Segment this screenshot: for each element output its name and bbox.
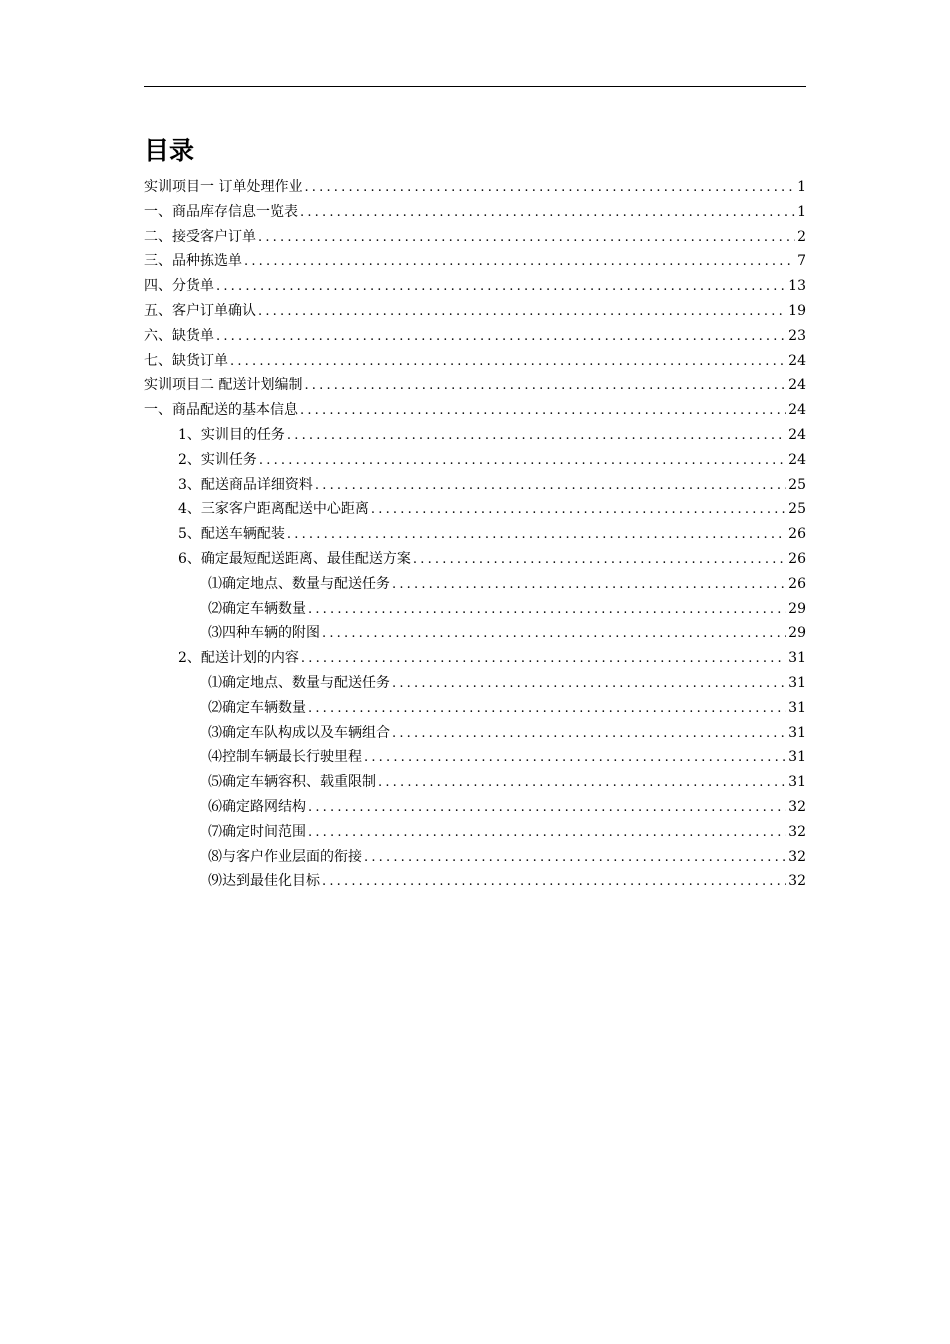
- toc-dot-leader: [304, 176, 795, 201]
- toc-dot-leader: [300, 201, 795, 226]
- toc-title: 目录: [144, 136, 195, 165]
- toc-entry-page-number: 19: [788, 302, 806, 319]
- toc-dot-leader: [378, 771, 786, 796]
- toc-entry-label: 四、分货单: [144, 278, 214, 295]
- toc-dot-leader: [322, 870, 786, 895]
- toc-entry-label: ⑻与客户作业层面的衔接: [208, 848, 362, 865]
- toc-entry[interactable]: [144, 696, 806, 721]
- toc-entry[interactable]: [144, 175, 806, 200]
- toc-entry-page-number: 13: [788, 278, 806, 295]
- toc-entry-label: 一、商品配送的基本信息: [144, 402, 298, 419]
- toc-list: [144, 175, 806, 894]
- toc-entry[interactable]: [144, 497, 806, 522]
- header-rule: [144, 86, 806, 87]
- toc-entry-label: ⑶四种车辆的附图: [208, 625, 320, 642]
- toc-entry-page-number: 25: [788, 501, 806, 518]
- toc-entry[interactable]: [144, 745, 806, 770]
- toc-dot-leader: [308, 796, 786, 821]
- toc-entry[interactable]: [144, 349, 806, 374]
- toc-entry[interactable]: [144, 249, 806, 274]
- toc-entry-label: 1、实训目的任务: [178, 426, 285, 443]
- toc-entry[interactable]: [144, 200, 806, 225]
- toc-dot-leader: [413, 548, 786, 573]
- toc-entry-label: ⑵确定车辆数量: [208, 699, 306, 716]
- toc-dot-leader: [216, 325, 786, 350]
- toc-entry-label: ⑵确定车辆数量: [208, 600, 306, 617]
- toc-entry-label: ⑶确定车队构成以及车辆组合: [208, 724, 390, 741]
- toc-entry[interactable]: [144, 646, 806, 671]
- toc-dot-leader: [364, 746, 786, 771]
- toc-entry[interactable]: [144, 423, 806, 448]
- toc-entry-label: ⑸确定车辆容积、载重限制: [208, 774, 376, 791]
- toc-entry-page-number: 1: [797, 203, 806, 220]
- toc-entry-page-number: 31: [788, 724, 806, 741]
- toc-entry-page-number: 24: [788, 426, 806, 443]
- toc-dot-leader: [287, 424, 786, 449]
- toc-entry-label: ⑴确定地点、数量与配送任务: [208, 575, 390, 592]
- toc-entry-label: ⑷控制车辆最长行驶里程: [208, 749, 362, 766]
- toc-entry[interactable]: [144, 225, 806, 250]
- toc-entry-page-number: 24: [788, 402, 806, 419]
- toc-dot-leader: [216, 275, 786, 300]
- toc-entry-label: 一、商品库存信息一览表: [144, 203, 298, 220]
- toc-dot-leader: [392, 722, 786, 747]
- toc-dot-leader: [308, 697, 786, 722]
- toc-entry-label: 六、缺货单: [144, 327, 214, 344]
- toc-entry-label: 2、实训任务: [178, 451, 257, 468]
- toc-dot-leader: [392, 573, 786, 598]
- toc-entry-page-number: 7: [797, 253, 806, 270]
- toc-entry[interactable]: [144, 869, 806, 894]
- toc-entry[interactable]: [144, 621, 806, 646]
- toc-entry[interactable]: [144, 274, 806, 299]
- toc-entry[interactable]: [144, 448, 806, 473]
- toc-entry-label: 3、配送商品详细资料: [178, 476, 313, 493]
- toc-entry[interactable]: [144, 820, 806, 845]
- toc-entry-label: 实训项目二 配送计划编制: [144, 377, 303, 394]
- toc-entry[interactable]: [144, 398, 806, 423]
- toc-dot-leader: [392, 672, 786, 697]
- toc-entry-label: 七、缺货订单: [144, 352, 228, 369]
- toc-entry-label: ⑺确定时间范围: [208, 823, 306, 840]
- toc-entry[interactable]: [144, 324, 806, 349]
- toc-entry-label: 二、接受客户订单: [144, 228, 256, 245]
- toc-dot-leader: [258, 226, 795, 251]
- toc-dot-leader: [364, 846, 786, 871]
- toc-dot-leader: [308, 598, 786, 623]
- toc-entry-label: ⑼达到最佳化目标: [208, 873, 320, 890]
- toc-dot-leader: [308, 821, 786, 846]
- toc-entry-page-number: 32: [788, 823, 806, 840]
- toc-entry-label: 2、配送计划的内容: [178, 650, 299, 667]
- toc-dot-leader: [259, 449, 786, 474]
- toc-entry-page-number: 24: [788, 352, 806, 369]
- toc-entry-page-number: 31: [788, 774, 806, 791]
- toc-dot-leader: [258, 300, 786, 325]
- toc-entry-page-number: 31: [788, 699, 806, 716]
- toc-dot-leader: [300, 399, 786, 424]
- toc-entry-page-number: 1: [797, 179, 806, 195]
- toc-entry-label: 4、三家客户距离配送中心距离: [178, 501, 369, 518]
- toc-entry[interactable]: [144, 299, 806, 324]
- toc-entry-page-number: 31: [788, 749, 806, 766]
- toc-entry-page-number: 26: [788, 575, 806, 592]
- toc-entry-label: 实训项目一 订单处理作业: [144, 179, 303, 195]
- toc-dot-leader: [304, 374, 786, 399]
- toc-entry-page-number: 32: [788, 798, 806, 815]
- toc-entry[interactable]: [144, 795, 806, 820]
- toc-dot-leader: [244, 250, 795, 275]
- toc-entry-label: ⑹确定路网结构: [208, 798, 306, 815]
- toc-entry-page-number: 29: [788, 625, 806, 642]
- toc-entry[interactable]: [144, 473, 806, 498]
- toc-entry[interactable]: [144, 671, 806, 696]
- toc-entry-page-number: 32: [788, 873, 806, 890]
- toc-entry-page-number: 32: [788, 848, 806, 865]
- toc-dot-leader: [301, 647, 786, 672]
- toc-entry-label: 三、品种拣选单: [144, 253, 242, 270]
- toc-entry[interactable]: [144, 770, 806, 795]
- toc-entry-page-number: 26: [788, 550, 806, 567]
- toc-entry-page-number: 25: [788, 476, 806, 493]
- toc-entry-page-number: 31: [788, 674, 806, 691]
- toc-entry-page-number: 29: [788, 600, 806, 617]
- toc-entry-page-number: 2: [797, 228, 806, 245]
- toc-entry-label: 6、确定最短配送距离、最佳配送方案: [178, 550, 411, 567]
- toc-entry[interactable]: [144, 597, 806, 622]
- toc-entry-label: 五、客户订单确认: [144, 302, 256, 319]
- toc-entry[interactable]: [144, 845, 806, 870]
- toc-dot-leader: [322, 622, 786, 647]
- toc-dot-leader: [230, 350, 786, 375]
- toc-entry[interactable]: [144, 373, 806, 398]
- toc-entry-page-number: 31: [788, 650, 806, 667]
- toc-entry[interactable]: [144, 721, 806, 746]
- toc-entry-label: ⑴确定地点、数量与配送任务: [208, 674, 390, 691]
- toc-entry[interactable]: [144, 547, 806, 572]
- toc-entry[interactable]: [144, 522, 806, 547]
- toc-dot-leader: [315, 474, 786, 499]
- toc-entry[interactable]: [144, 572, 806, 597]
- toc-entry-label: 5、配送车辆配装: [178, 526, 285, 543]
- toc-dot-leader: [371, 498, 786, 523]
- toc-entry-page-number: 24: [788, 377, 806, 394]
- toc-entry-page-number: 23: [788, 327, 806, 344]
- toc-dot-leader: [287, 523, 786, 548]
- toc-entry-page-number: 24: [788, 451, 806, 468]
- toc-entry-page-number: 26: [788, 526, 806, 543]
